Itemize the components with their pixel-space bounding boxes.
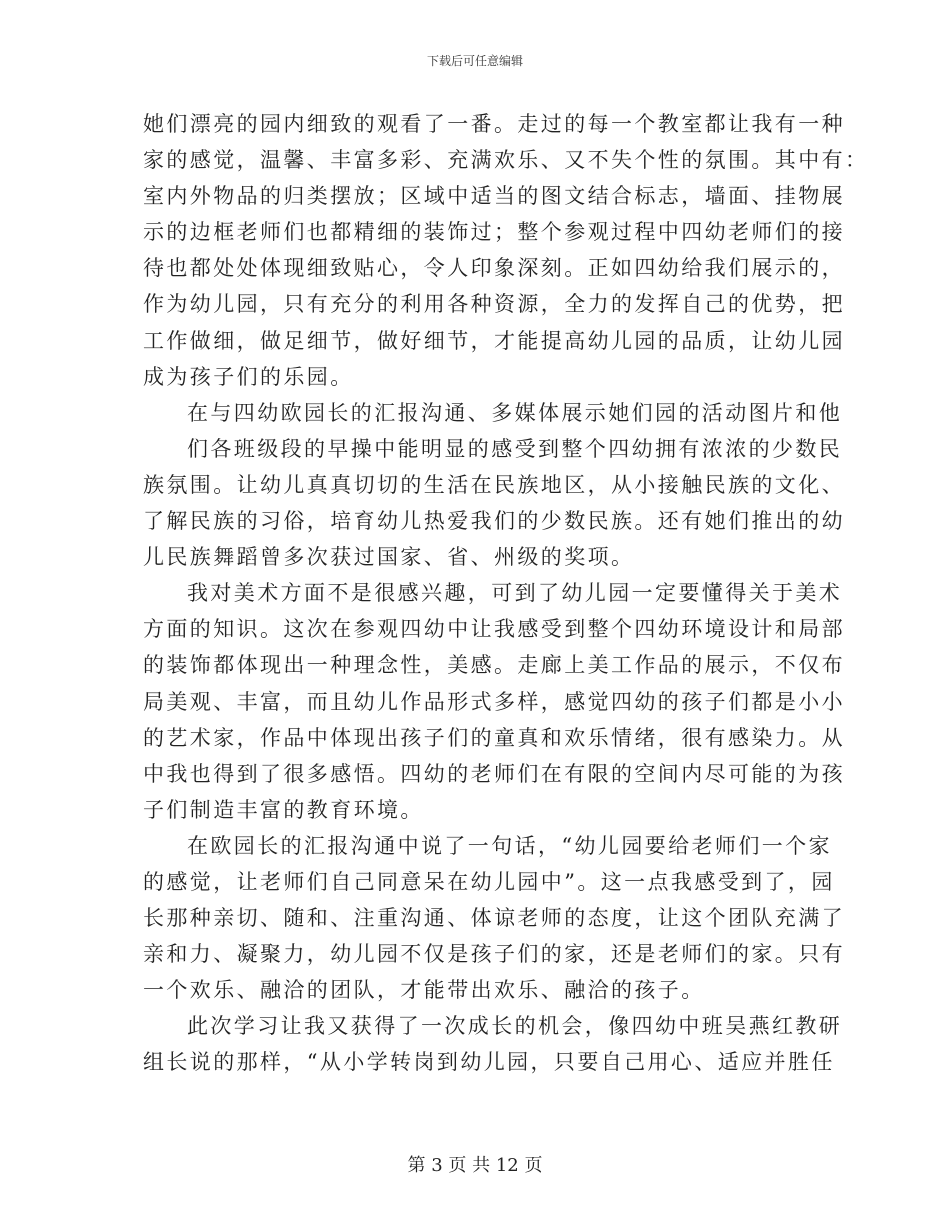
text-line: 长那种亲切、随和、注重沟通、体谅老师的态度，让这个团队充满了 — [143, 906, 845, 931]
paragraph-start-line: 在与四幼欧园长的汇报沟通、多媒体展示她们园的活动图片和他 — [187, 400, 843, 425]
text-line: 她们漂亮的园内细致的观看了一番。走过的每一个教室都让我有一种 — [143, 112, 845, 136]
text-line: 成为孩子们的乐园。 — [143, 364, 354, 389]
text-line: 待也都处处体现细致贴心，令人印象深刻。正如四幼给我们展示的， — [143, 256, 845, 281]
text-line: 子们制造丰富的教育环境。 — [143, 797, 424, 822]
text-line: 们各班级段的早操中能明显的感受到整个四幼拥有浓浓的少数民 — [187, 436, 843, 461]
paragraph-start-line: 我对美术方面不是很感兴趣，可到了幼儿园一定要懂得关于美术 — [187, 581, 843, 606]
text-line: 中我也得到了很多感悟。四幼的老师们在有限的空间内尽可能的为孩 — [143, 761, 845, 786]
text-line: 亲和力、凝聚力，幼儿园不仅是孩子们的家，还是老师们的家。只有 — [143, 942, 845, 967]
text-line: 室内外物品的归类摆放；区域中适当的图文结合标志，墙面、挂物展 — [143, 184, 845, 209]
text-line: 的装饰都体现出一种理念性，美感。走廊上美工作品的展示，不仅布 — [143, 653, 845, 678]
text-line: 局美观、丰富，而且幼儿作品形式多样，感觉四幼的孩子们都是小小 — [143, 689, 845, 714]
text-line: 儿民族舞蹈曾多次获过国家、省、州级的奖项。 — [143, 545, 635, 570]
text-line: 作为幼儿园，只有充分的利用各种资源，全力的发挥自己的优势，把 — [143, 292, 845, 317]
text-line: 一个欢乐、融洽的团队，才能带出欢乐、融洽的孩子。 — [143, 978, 705, 1003]
document-body — [143, 106, 869, 1081]
text-line: 示的边框老师们也都精细的装饰过；整个参观过程中四幼老师们的接 — [143, 220, 845, 245]
page-header: 下载后可任意编辑 — [426, 54, 523, 68]
text-line: 了解民族的习俗，培育幼儿热爱我们的少数民族。还有她们推出的幼 — [143, 509, 845, 534]
text-line: 的艺术家，作品中体现出孩子们的童真和欢乐情绪，很有感染力。从 — [143, 725, 845, 750]
text-line: 族氛围。让幼儿真真切切的生活在民族地区，从小接触民族的文化、 — [143, 472, 845, 497]
text-line: 工作做细，做足细节，做好细节，才能提高幼儿园的品质，让幼儿园 — [143, 328, 845, 353]
text-line: 家的感觉，温馨、丰富多彩、充满欢乐、又不失个性的氛围。其中有： — [143, 148, 869, 173]
text-line: 的感觉，让老师们自己同意呆在幼儿园中”。这一点我感受到了，园 — [143, 869, 835, 894]
text-line: 方面的知识。这次在参观四幼中让我感受到整个四幼环境设计和局部 — [143, 617, 845, 642]
text-line: 组长说的那样，“从小学转岗到幼儿园，只要自己用心、适应并胜任 — [143, 1050, 835, 1075]
paragraph-start-line: 此次学习让我又获得了一次成长的机会，像四幼中班吴燕红教研 — [187, 1014, 843, 1039]
page-number-footer: 第 3 页 共 12 页 — [407, 1155, 543, 1176]
paragraph-start-line: 在欧园长的汇报沟通中说了一句话，“幼儿园要给老师们一个家 — [187, 833, 832, 858]
